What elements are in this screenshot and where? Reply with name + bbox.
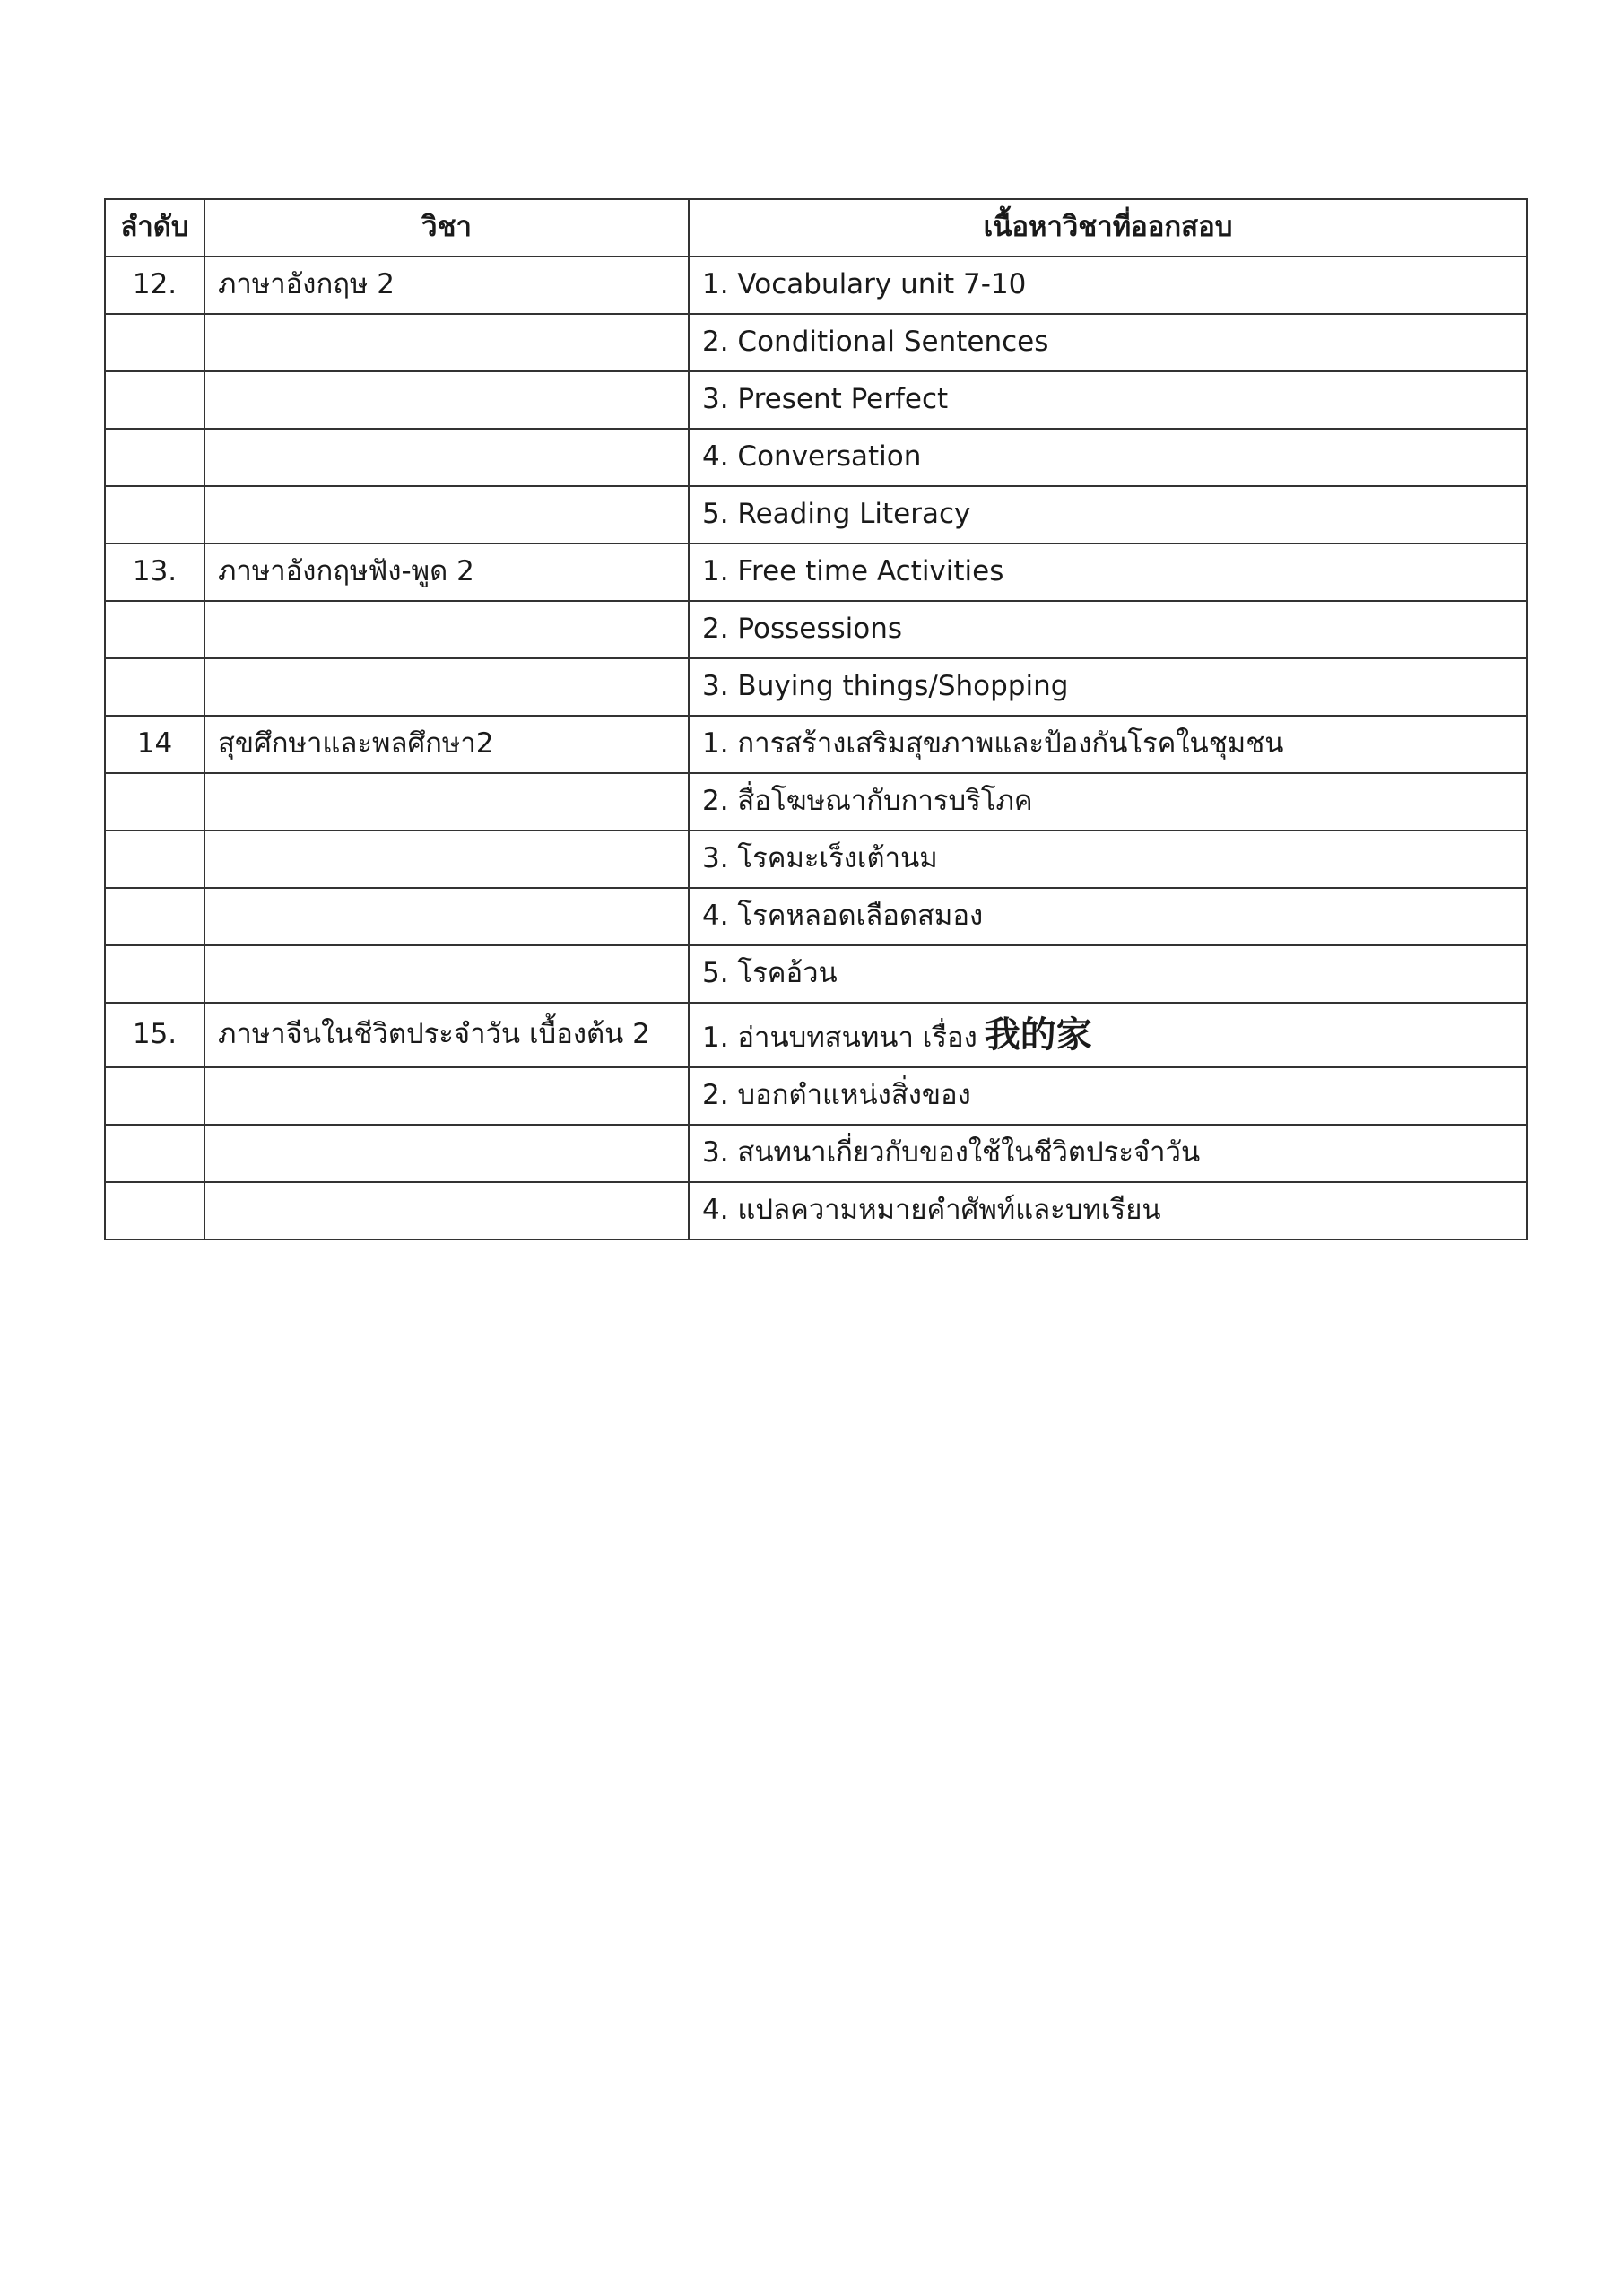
row-content: 3. โรคมะเร็งเต้านม bbox=[689, 831, 1527, 888]
row-subject bbox=[204, 945, 689, 1003]
table-row bbox=[105, 429, 1527, 486]
row-subject bbox=[204, 658, 689, 716]
row-subject: ภาษาจีนในชีวิตประจำวัน เบื้องต้น 2 bbox=[204, 1003, 689, 1067]
row-subject bbox=[204, 314, 689, 371]
row-no bbox=[105, 945, 204, 1003]
table-row bbox=[105, 257, 1527, 314]
row-no bbox=[105, 371, 204, 429]
row-content: 4. แปลความหมายคำศัพท์และบทเรียน bbox=[689, 1182, 1527, 1239]
table-row bbox=[105, 1182, 1527, 1239]
table-row bbox=[105, 544, 1527, 601]
table-row bbox=[105, 1003, 1527, 1067]
row-subject: ภาษาอังกฤษฟัง-พูด 2 bbox=[204, 544, 689, 601]
row-subject bbox=[204, 888, 689, 945]
row-no bbox=[105, 888, 204, 945]
row-content-cell bbox=[689, 1003, 1527, 1067]
row-content: 5. โรคอ้วน bbox=[689, 945, 1527, 1003]
row-content: 4. โรคหลอดเลือดสมอง bbox=[689, 888, 1527, 945]
row-subject bbox=[204, 371, 689, 429]
table-row bbox=[105, 1125, 1527, 1182]
row-subject bbox=[204, 773, 689, 831]
row-no bbox=[105, 314, 204, 371]
row-content: 5. Reading Literacy bbox=[689, 486, 1527, 544]
row-content-chinese-title: 我的家 bbox=[984, 1014, 1092, 1056]
header-content: เนื้อหาวิชาที่ออกสอบ bbox=[689, 199, 1527, 257]
row-no bbox=[105, 1182, 204, 1239]
table-row bbox=[105, 371, 1527, 429]
header-no: ลำดับ bbox=[105, 199, 204, 257]
row-no bbox=[105, 831, 204, 888]
row-subject: สุขศึกษาและพลศึกษา2 bbox=[204, 716, 689, 773]
row-content: 1. Free time Activities bbox=[689, 544, 1527, 601]
table-row bbox=[105, 888, 1527, 945]
row-subject bbox=[204, 486, 689, 544]
table-row bbox=[105, 773, 1527, 831]
row-subject bbox=[204, 1067, 689, 1125]
row-content: 3. Present Perfect bbox=[689, 371, 1527, 429]
row-content: 3. Buying things/Shopping bbox=[689, 658, 1527, 716]
table-row bbox=[105, 601, 1527, 658]
row-subject bbox=[204, 831, 689, 888]
row-no bbox=[105, 601, 204, 658]
row-no bbox=[105, 773, 204, 831]
table-row bbox=[105, 658, 1527, 716]
table-row bbox=[105, 716, 1527, 773]
row-no bbox=[105, 429, 204, 486]
row-content: 2. Conditional Sentences bbox=[689, 314, 1527, 371]
row-no: 15. bbox=[105, 1003, 204, 1067]
row-subject bbox=[204, 1125, 689, 1182]
row-no bbox=[105, 486, 204, 544]
row-content: 2. Possessions bbox=[689, 601, 1527, 658]
row-content: 4. Conversation bbox=[689, 429, 1527, 486]
row-no bbox=[105, 1067, 204, 1125]
row-no: 14 bbox=[105, 716, 204, 773]
row-content: 1. อ่านบทสนทนา เรื่อง bbox=[702, 1022, 977, 1054]
row-content: 2. บอกตำแหน่งสิ่งของ bbox=[689, 1067, 1527, 1125]
row-content: 3. สนทนาเกี่ยวกับของใช้ในชีวิตประจำวัน bbox=[689, 1125, 1527, 1182]
row-content: 2. สื่อโฆษณากับการบริโภค bbox=[689, 773, 1527, 831]
row-subject: ภาษาอังกฤษ 2 bbox=[204, 257, 689, 314]
header-subject: วิชา bbox=[204, 199, 689, 257]
row-no bbox=[105, 658, 204, 716]
row-subject bbox=[204, 1182, 689, 1239]
row-content: 1. Vocabulary unit 7-10 bbox=[689, 257, 1527, 314]
row-subject bbox=[204, 601, 689, 658]
table-row bbox=[105, 945, 1527, 1003]
row-subject bbox=[204, 429, 689, 486]
table-row bbox=[105, 314, 1527, 371]
table-row bbox=[105, 1067, 1527, 1125]
row-no: 12. bbox=[105, 257, 204, 314]
table-row bbox=[105, 486, 1527, 544]
row-content: 1. การสร้างเสริมสุขภาพและป้องกันโรคในชุมชน bbox=[689, 716, 1527, 773]
table-header-row bbox=[105, 199, 1527, 257]
row-no: 13. bbox=[105, 544, 204, 601]
table-row bbox=[105, 831, 1527, 888]
row-no bbox=[105, 1125, 204, 1182]
exam-content-table bbox=[104, 198, 1528, 1240]
